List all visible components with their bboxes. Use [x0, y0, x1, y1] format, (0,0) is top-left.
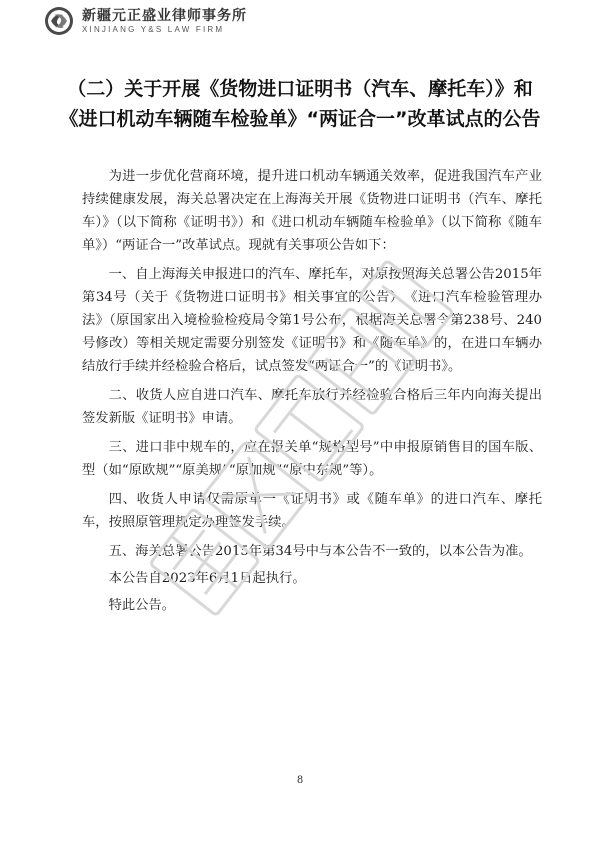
document-title — [0, 74, 600, 134]
page-number: 8 — [296, 775, 304, 786]
paragraph-item-4: 四、收货人申请仅需原单一《证明书》或《随车单》的进口汽车、摩托车，按照原管理规定办理签发手续。 — [82, 492, 542, 530]
paragraph-item-5: 五、海关总署公告2015年第34号中与本公告不一致的，以本公告为准。 — [108, 544, 532, 559]
paragraph-effective-date: 本公告自2023年6月1日起执行。 — [108, 571, 306, 586]
firm-logo-icon — [44, 6, 74, 36]
paragraph-intro: 为进一步优化营商环境，提升进口机动车辆通关效率，促进我国汽车产业持续健康发展，海关总署决定在上海海关开展《货物进口证明书（汽车、摩托车）》（以下简称《证明书》）和《进口机动车辆随车检验单》（以下简称《随车单》）“两证合一”改革试点。现就有关事项公告如下： — [82, 169, 542, 253]
page-header — [44, 6, 247, 36]
firm-name-cn: 新疆元正盛业律师事务所 — [82, 7, 247, 24]
title-line-1: （二）关于开展《货物进口证明书（汽车、摩托车）》和 — [67, 78, 533, 100]
paragraph-item-1: 一、自上海海关申报进口的汽车、摩托车，对原按照海关总署公告2015年第34号（关于《货物进口证明书》相关事宜的公告）、《进口汽车检验管理办法》（原国家出入境检验检疫局令第1号公布，根据海关总署令第238号、240号修改）等相关规定需要分别签发《证明书》和《随车单》的，在进口车辆办结放行手续并经检验合格后，试点签发“两证合一”的《证明书》。 — [82, 267, 542, 374]
title-line-2: 《进口机动车辆随车检验单》“两证合一”改革试点的公告 — [59, 108, 541, 130]
document-body — [82, 165, 542, 621]
paragraph-closing: 特此公告。 — [108, 598, 176, 613]
firm-names — [82, 9, 247, 34]
paragraph-item-2: 二、收货人应自进口汽车、摩托车放行并经检验合格后三年内向海关提出签发新版《证明书》申请。 — [82, 388, 542, 426]
paragraph-item-3: 三、进口非中规车的，应在报关单“规格型号”中申报原销售目的国车版、型（如“原欧规”“原美规”“原加规”“原中东规”等）。 — [82, 440, 542, 478]
firm-name-en: XINJIANG Y&S LAW FIRM — [82, 24, 225, 34]
